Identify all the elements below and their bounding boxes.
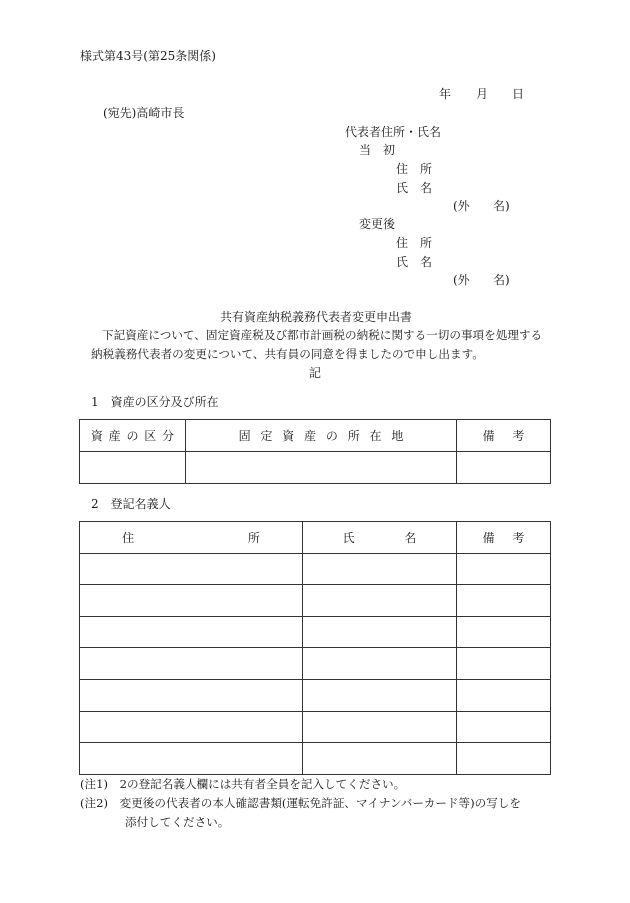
owner-name-cell[interactable] [303, 679, 457, 711]
date-day: 日 [512, 87, 525, 101]
owner-remarks-cell[interactable] [457, 679, 551, 711]
date-year: 年 [439, 87, 452, 101]
asset-remarks-cell[interactable] [457, 452, 551, 484]
table-row [80, 648, 551, 680]
asset-location-cell[interactable] [186, 452, 457, 484]
owner-remarks-cell[interactable] [457, 616, 551, 648]
asset-category-cell[interactable] [80, 452, 186, 484]
owner-name-header: 氏 名 [303, 522, 457, 554]
changed-others-open: (外 [453, 273, 470, 287]
section1-title: 1 資産の区分及び所在 [91, 395, 219, 409]
owner-name-cell[interactable] [303, 585, 457, 617]
asset-location-header: 固 定 資 産 の 所 在 地 [186, 420, 457, 452]
owner-table [79, 521, 551, 775]
body-line-2: 納税義務代表者の変更について、共有員の同意を得ましたので申し出ます。 [91, 347, 484, 361]
changed-name-label: 氏 名 [396, 255, 433, 269]
asset-remarks-header: 備 考 [457, 420, 551, 452]
initial-address-label: 住 所 [396, 162, 433, 176]
body-line-1: 下記資産について、固定資産税及び都市計画税の納税に関する一切の事項を処理する [102, 328, 543, 342]
table-row [80, 679, 551, 711]
asset-category-header: 資 産 の 区 分 [80, 420, 186, 452]
owner-address-cell[interactable] [80, 553, 303, 585]
owner-table-header [80, 522, 551, 554]
note-2: (注2) 変更後の代表者の本人確認書類(運転免許証、マイナンバーカード等)の写しを [80, 796, 521, 810]
owner-name-cell[interactable] [303, 616, 457, 648]
document-title: 共有資産納税義務代表者変更申出書 [220, 310, 413, 324]
date-month: 月 [476, 87, 489, 101]
owner-name-cell[interactable] [303, 553, 457, 585]
owner-remarks-cell[interactable] [457, 711, 551, 743]
asset-table [79, 419, 551, 484]
initial-label: 当 初 [359, 143, 396, 157]
table-row [80, 585, 551, 617]
owner-name-cell[interactable] [303, 711, 457, 743]
ki-label: 記 [309, 366, 322, 380]
addressee: (宛先)高崎市長 [103, 106, 185, 120]
note-1: (注1) 2の登記名義人欄には共有者全員を記入してください。 [80, 777, 406, 791]
owner-name-cell[interactable] [303, 743, 457, 775]
section2-title: 2 登記名義人 [91, 497, 171, 511]
owner-address-cell[interactable] [80, 679, 303, 711]
initial-others-close: 名) [493, 199, 510, 213]
owner-remarks-cell[interactable] [457, 553, 551, 585]
table-row [80, 452, 551, 484]
note-2-continued: 添付してください。 [125, 815, 230, 829]
initial-name-label: 氏 名 [396, 181, 433, 195]
initial-others-open: (外 [453, 199, 470, 213]
owner-remarks-cell[interactable] [457, 743, 551, 775]
owner-address-cell[interactable] [80, 743, 303, 775]
representative-heading: 代表者住所・氏名 [345, 125, 442, 139]
asset-table-header [80, 420, 551, 452]
changed-others-close: 名) [493, 273, 510, 287]
owner-address-cell[interactable] [80, 648, 303, 680]
table-row [80, 553, 551, 585]
owner-address-cell[interactable] [80, 616, 303, 648]
table-row [80, 711, 551, 743]
table-row [80, 616, 551, 648]
owner-remarks-header: 備 考 [457, 522, 551, 554]
form-number: 様式第43号(第25条関係) [80, 49, 216, 63]
owner-remarks-cell[interactable] [457, 585, 551, 617]
table-row [80, 743, 551, 775]
changed-label: 変更後 [359, 217, 396, 231]
owner-remarks-cell[interactable] [457, 648, 551, 680]
changed-address-label: 住 所 [396, 236, 433, 250]
owner-address-header: 住 所 [80, 522, 303, 554]
owner-address-cell[interactable] [80, 585, 303, 617]
owner-address-cell[interactable] [80, 711, 303, 743]
owner-name-cell[interactable] [303, 648, 457, 680]
